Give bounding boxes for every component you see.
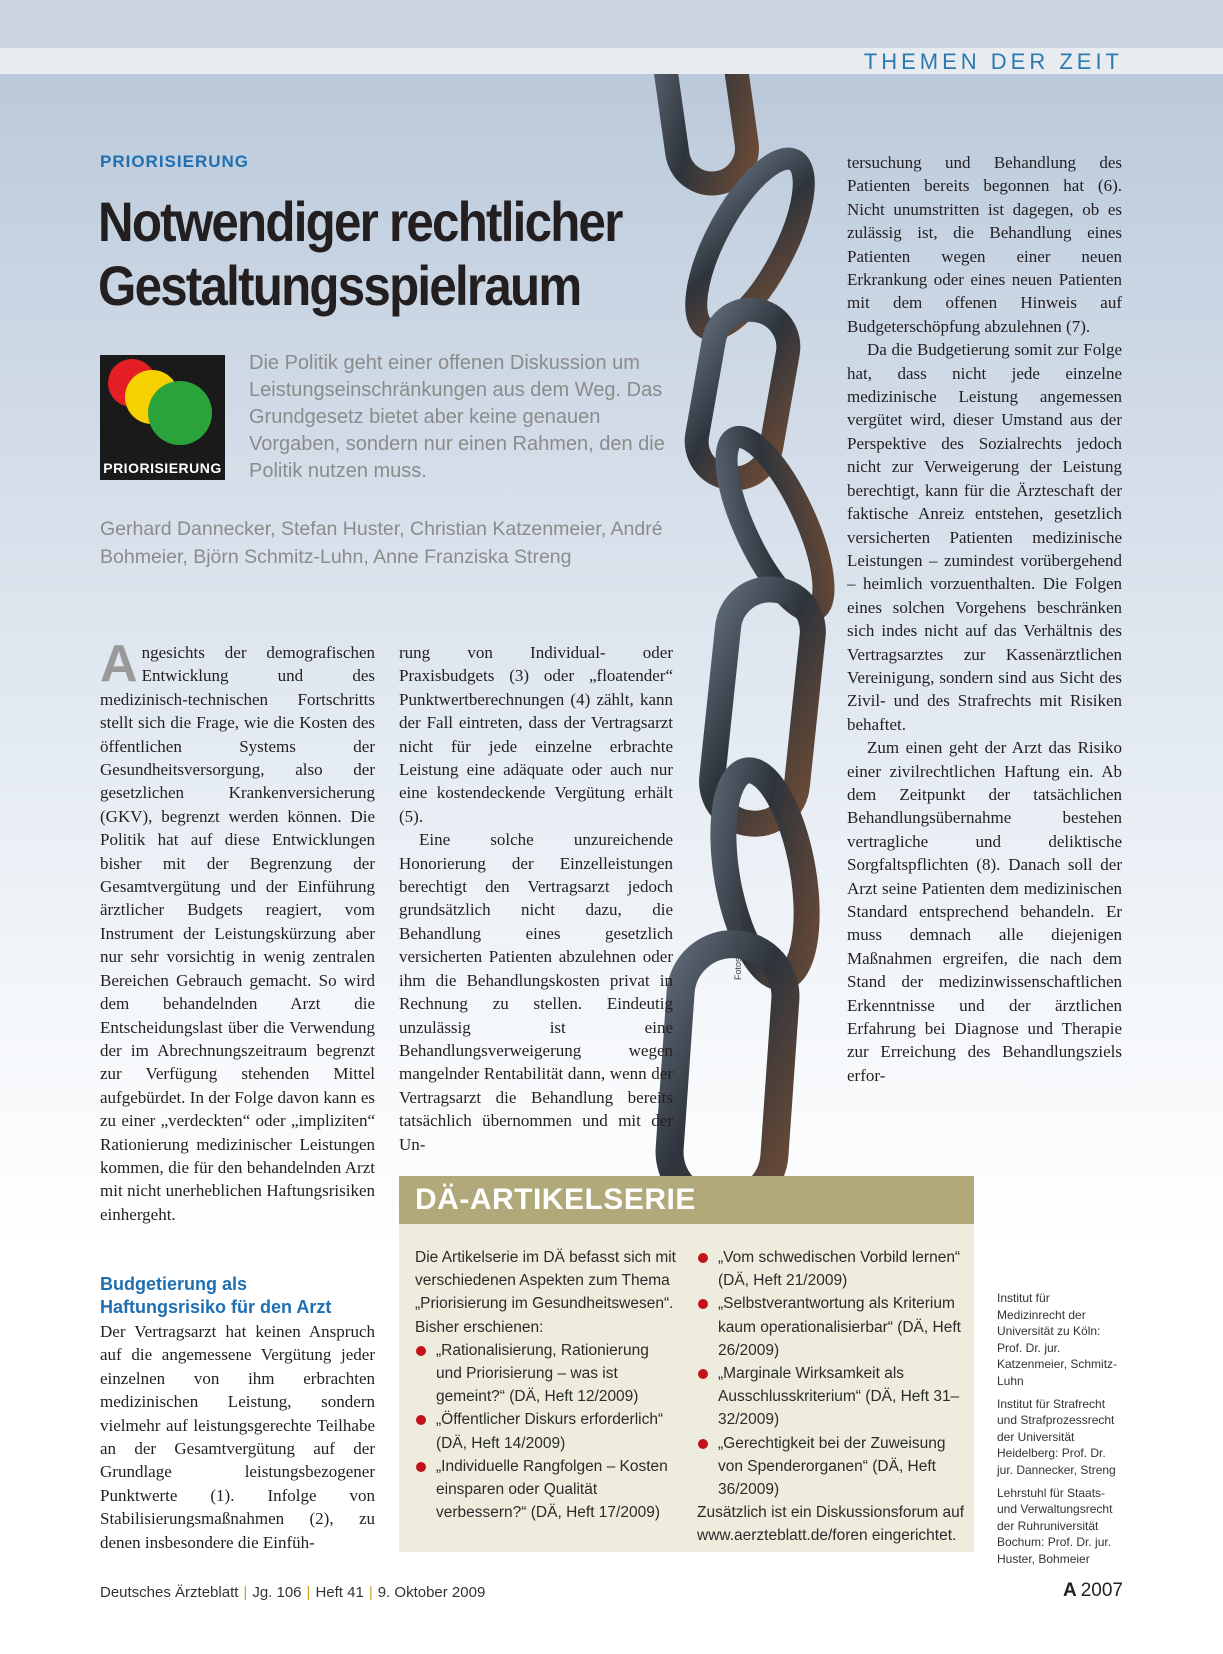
box-column-left <box>415 1246 677 1524</box>
headline: Notwendiger rechtlicher Gestaltungsspielraum <box>98 190 622 317</box>
series-item: „Selbstverantwortung als Kriterium kaum operationalisierbar“ (DÄ, Heft 26/2009) <box>697 1292 969 1362</box>
body-paragraph: Zum einen geht der Arzt das Risiko einer zivilrechtlichen Haftung ein. Ab dem Zeitpunkt der tatsächlichen Behandlungsübernahme bestehen vertragliche und deliktische Sorgfaltspflichten (8). Danach soll der Arzt seine Patienten dem medizinischen Standard entsprechend behandeln. Er muss demnach alle diejenigen Maßnahmen ergreifen, die nach dem Stand der medizinwissenschaftlichen Erkenntnisse und der ärztlichen Erfahrung bei Diagnose und Therapie zur Erreichung des Behandlungsziels erfor- <box>847 738 1122 1085</box>
series-item: „Marginale Wirksamkeit als Ausschlusskriterium“ (DÄ, Heft 31–32/2009) <box>697 1362 969 1432</box>
issue-date: 9. Oktober 2009 <box>377 1584 486 1601</box>
traffic-light-icon <box>100 355 225 455</box>
journal-name: Deutsches Ärzteblatt <box>100 1584 239 1601</box>
body-paragraph: tersuchung und Behandlung des Patienten bereits begonnen hat (6). Nicht unumstritten ist dagegen, ob es zulässig ist, die Behandlung eines Patienten wegen einer neuen Erkrankung oder eines neuen Patienten mit dem offenen Hinweis auf Budgeterschöpfung abzulehnen (7). <box>847 153 1122 336</box>
box-header <box>399 1176 974 1224</box>
box-title: DÄ-ARTIKELSERIE <box>415 1183 696 1216</box>
affiliation: Institut für Medizinrecht der Universität zu Köln: Prof. Dr. jur. Katzenmeier, Schmitz-Luhn <box>997 1291 1118 1388</box>
author-affiliations <box>997 1290 1121 1574</box>
logo-label: PRIORISIERUNG <box>103 460 222 476</box>
series-item: „Rationalisierung, Rationierung und Priorisierung – was ist gemeint?“ (DÄ, Heft 12/2009) <box>415 1339 677 1409</box>
top-strip <box>0 0 1223 48</box>
affiliation: Lehrstuhl für Staats- und Verwaltungsrecht der Ruhruniversität Bochum: Prof. Dr. jur. Huster, Bohmeier <box>997 1485 1113 1566</box>
section-title: THEMEN DER ZEIT <box>863 49 1123 74</box>
kicker: PRIORISIERUNG <box>100 152 250 171</box>
body-column-2 <box>399 641 673 1156</box>
series-item: „Gerechtigkeit bei der Zuweisung von Spenderorganen“ (DÄ, Heft 36/2009) <box>697 1432 969 1502</box>
authors: Gerhard Dannecker, Stefan Huster, Christian Katzenmeier, André Bohmeier, Björn Schmitz-Luhn, Anne Franziska Streng <box>100 518 663 568</box>
page-number <box>1063 1580 1123 1602</box>
body-paragraph: ngesichts der demografischen Entwicklung und des medizinisch-technischen Fortschritts stellt sich die Frage, wie die Kosten des öffentlichen Systems der Gesundheitsversorgung, also der gesetzlichen Krankenversicherung (GKV), begrenzt werden können. Die Politik hat auf diese Entwicklungen bisher mit der Begrenzung der Gesamtvergütung und der Einführung ärztlicher Budgets reagiert, vom Instrument der Leistungskürzung aber nur sehr vorsichtig in wenig zentralen Bereichen Gebrauch gemacht. So wird dem behandelnden Arzt die Entscheidungslast über die Verwendung der im Abrechnungszeitraum begrenzt zur Verfügung stehenden Mittel aufgebürdet. In der Folge davon kann es zu einer „verdeckten“ oder „impliziten“ Rationierung medizinischer Leistungen kommen, die für den behandelnden Arzt mit nicht unerheblichen Haftungsrisiken einhergeht. <box>100 643 375 1224</box>
green-circle <box>148 381 212 445</box>
subheading: Budgetierung als Haftungsrisiko für den Arzt <box>100 1274 332 1317</box>
body-column-1 <box>100 635 375 1226</box>
body-paragraph: Der Vertragsarzt hat keinen Anspruch auf die angemessene Vergütung jeder einzelnen von ihm erbrachten medizinischen Leistung, sondern vielmehr auf leistungsgerechte Teilhabe an der Gesamtvergütung auf der Grundlage leistungsbezogener Punktwerte (1). Infolge von Stabilisierungsmaßnahmen (2), zu denen insbesondere die Einfüh- <box>100 1322 375 1552</box>
body-paragraph: Eine solche unzureichende Honorierung der Einzelleistungen berechtigt den Vertragsarzt jedoch grundsätzlich nicht dazu, die Behandlung eines gesetzlich versicherten Patienten abzulehnen oder ihm die Behandlungskosten privat in Rechnung zu stellen. Eindeutig unzulässig ist eine Behandlungsverweigerung wegen mangelnder Rentabilität dann, wenn der Vertragsarzt die Behandlung bereits tatsächlich übernommen und mit der Un- <box>399 830 673 1154</box>
page-value: 2007 <box>1080 1580 1123 1601</box>
affiliation: Institut für Strafrecht und Strafprozessrecht der Universität Heidelberg: Prof. Dr. jur. Dannecker, Streng <box>997 1396 1116 1477</box>
box-column-right <box>697 1246 969 1548</box>
series-item: „Individuelle Rangfolgen – Kosten einsparen oder Qualität verbessern?“ (DÄ, Heft 17/2009) <box>415 1455 677 1525</box>
body-column-1-continued <box>100 1320 375 1554</box>
chain-image <box>650 74 860 1176</box>
body-paragraph: rung von Individual- oder Praxisbudgets (3) oder „floatender“ Punktwertberechnungen (4) zählt, kann der Fall eintreten, dass der Vertragsarzt nicht für jede einzelne erbrachte Leistung eine adäquate oder auch nur eine kostendeckende Vergütung erhält (5). <box>399 643 673 826</box>
priorisierung-logo <box>100 355 225 480</box>
box-intro: Die Artikelserie im DÄ befasst sich mit verschiedenen Aspekten zum Thema „Priorisierung im Gesundheitswesen“. Bisher erschienen: <box>415 1249 676 1336</box>
dropcap: A <box>100 635 138 693</box>
photo-credit: Fotos: mauritius images <box>733 884 743 980</box>
body-paragraph: Da die Budgetierung somit zur Folge hat, dass nicht jede einzelne medizinische Leistung angemessen vergütet wird, dieser Umstand aus der Perspektive des Sozialrechts jedoch nicht zur Verweigerung der Leistung berechtigt, kann für die Ärzteschaft der faktische Anreiz entstehen, gesetzlich versicherten Patienten medizinische Leistungen – zumindest vorübergehend – heimlich vorzuenthalten. Die Folgen eines solchen Vorgehens beschränken sich indes nicht auf das Verhältnis des Vertragsarztes zur Kassenärztlichen Vereinigung, sondern sind aus Sicht des Zivil- und des Strafrechts mit Risiken behaftet. <box>847 340 1122 734</box>
volume: Jg. 106 <box>252 1584 302 1601</box>
box-outro: Zusätzlich ist ein Diskussionsforum auf www.aerzteblatt.de/foren eingerichtet. <box>697 1504 965 1545</box>
series-item: „Öffentlicher Diskurs erforderlich“ (DÄ, Heft 14/2009) <box>415 1408 677 1454</box>
footer: Deutsches Ärzteblatt | Jg. 106 | Heft 41 | 9. Oktober 2009 <box>100 1584 486 1601</box>
intro-text: Die Politik geht einer offenen Diskussion um Leistungseinschränkungen aus dem Weg. Das Grundgesetz bietet aber keine genauen Vorgaben, sondern nur einen Rahmen, den die Politik nutzen muss. <box>249 352 665 482</box>
article-series-box <box>399 1176 974 1552</box>
page-prefix: A <box>1062 1580 1077 1601</box>
body-column-3 <box>847 151 1122 1087</box>
issue: Heft 41 <box>315 1584 364 1601</box>
series-item: „Vom schwedischen Vorbild lernen“ (DÄ, Heft 21/2009) <box>697 1246 969 1292</box>
